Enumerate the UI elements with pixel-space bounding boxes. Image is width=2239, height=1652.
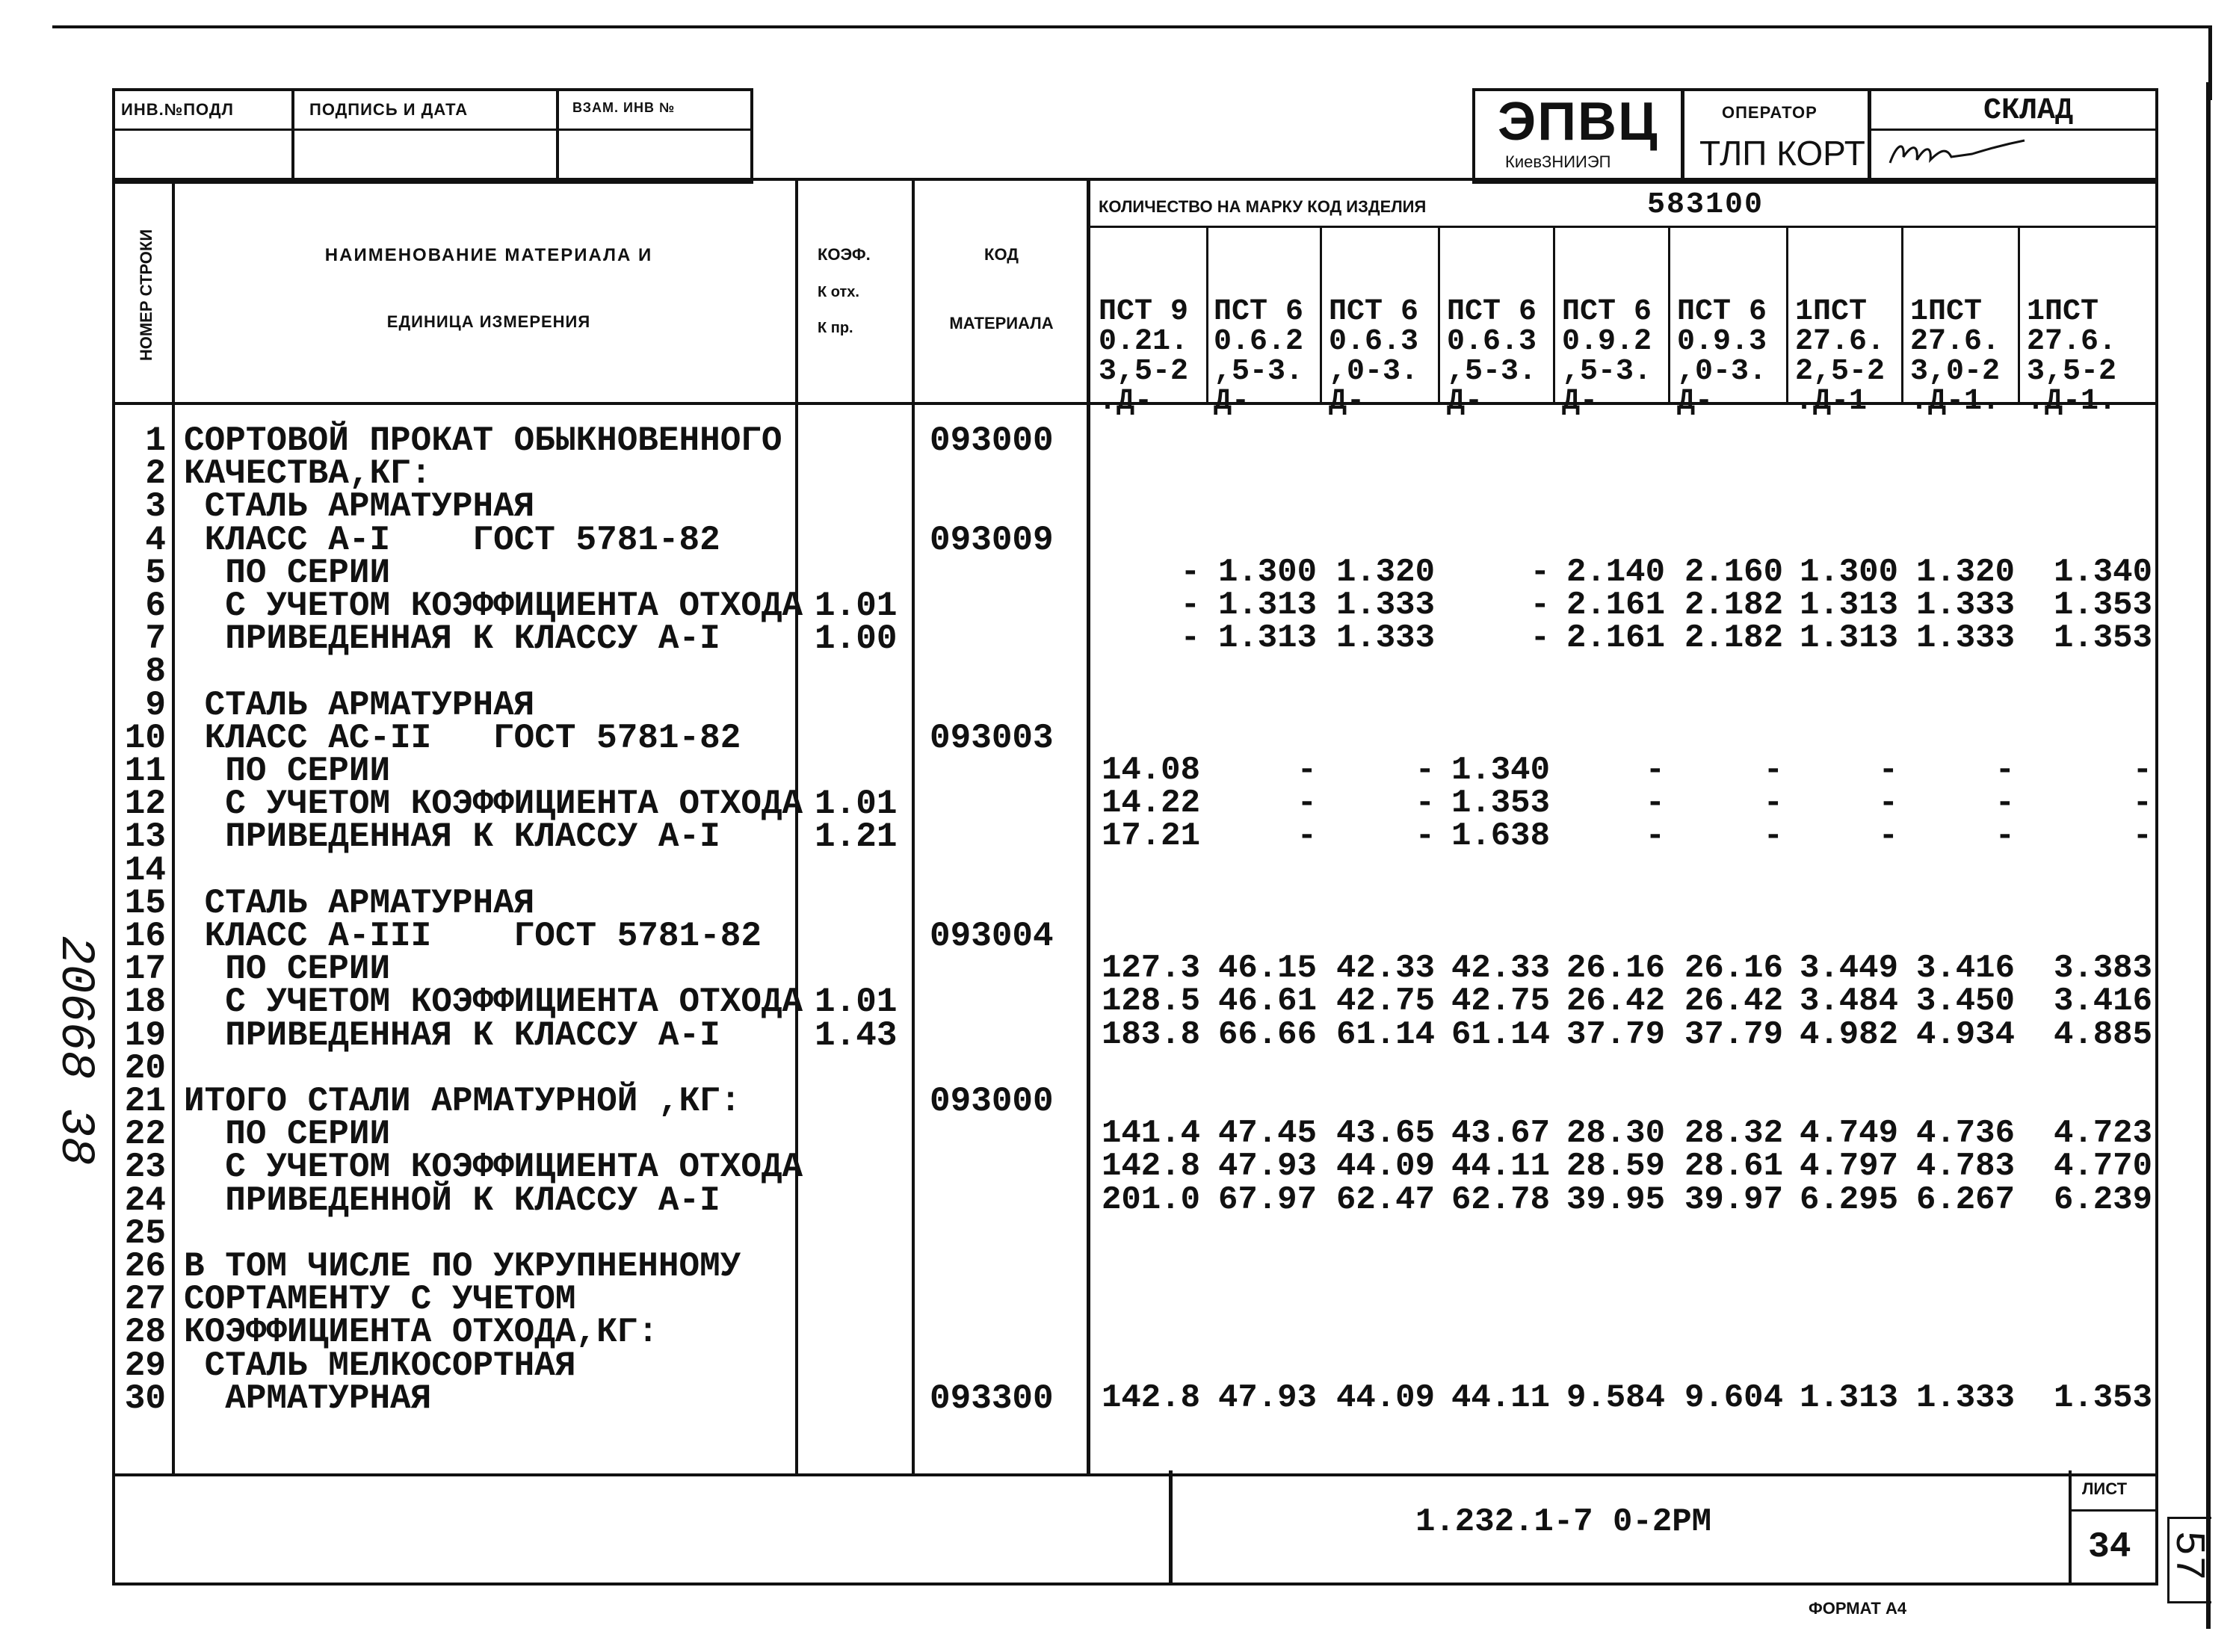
row-number: 1 bbox=[145, 421, 166, 460]
value-cell: 44.09 bbox=[1335, 1379, 1435, 1417]
value-cell: 1.353 bbox=[2053, 587, 2152, 624]
row-number: 6 bbox=[145, 587, 166, 625]
value-cell: 4.749 bbox=[1799, 1115, 1898, 1153]
table-row bbox=[115, 553, 2155, 593]
row-number: 24 bbox=[124, 1181, 166, 1220]
row-number: 17 bbox=[124, 950, 166, 989]
value-cell: 37.79 bbox=[1566, 1015, 1665, 1054]
column-header-1: ПСТ 9 0.21. 3,5-2 .Д- bbox=[1099, 295, 1189, 418]
value-cell: 6.239 bbox=[2053, 1181, 2152, 1219]
table-row bbox=[115, 1247, 2155, 1286]
table-row bbox=[115, 1015, 2155, 1055]
material-name: СТАЛЬ АРМАТУРНАЯ bbox=[184, 883, 535, 923]
value-cell: 44.11 bbox=[1451, 1148, 1550, 1186]
value-cell: 46.15 bbox=[1217, 950, 1317, 988]
row-number: 10 bbox=[124, 718, 166, 758]
row-number: 4 bbox=[145, 520, 166, 560]
value-cell: - bbox=[1530, 619, 1550, 658]
row-number: 22 bbox=[124, 1115, 166, 1154]
row-number: 2 bbox=[145, 454, 166, 494]
value-cell: 4.982 bbox=[1799, 1015, 1898, 1054]
material-code: 093300 bbox=[930, 1379, 1054, 1418]
row-number: 21 bbox=[124, 1082, 166, 1121]
sign-label: ПОДПИСЬ И ДАТА bbox=[309, 100, 469, 119]
value-cell: 26.16 bbox=[1566, 950, 1665, 988]
value-cell: 1.353 bbox=[1451, 785, 1550, 823]
row-number: 29 bbox=[124, 1346, 166, 1385]
value-cell: 26.16 bbox=[1684, 950, 1783, 988]
value-cell: 47.93 bbox=[1217, 1148, 1317, 1186]
value-cell: - bbox=[2132, 752, 2152, 789]
material-name-label-1: НАИМЕНОВАНИЕ МАТЕРИАЛА И bbox=[324, 245, 653, 265]
value-cell: - bbox=[1297, 817, 1317, 856]
value-cell: - bbox=[1180, 553, 1200, 591]
row-number: 13 bbox=[124, 817, 166, 857]
value-cell: 1.333 bbox=[1335, 587, 1435, 624]
value-cell: - bbox=[1995, 785, 2015, 823]
table-row bbox=[115, 1346, 2155, 1385]
corner-page-number: 57 bbox=[2164, 1530, 2212, 1581]
value-cell: 3.450 bbox=[1915, 983, 2015, 1021]
value-cell: 2.182 bbox=[1684, 619, 1783, 658]
material-name: В ТОМ ЧИСЛЕ ПО УКРУПНЕННОМУ bbox=[184, 1247, 741, 1286]
column-header-7: 1ПСТ 27.6. 2,5-2 .Д-1 bbox=[1795, 295, 1886, 418]
table-row bbox=[115, 1379, 2155, 1418]
value-cell: 4.783 bbox=[1915, 1148, 2015, 1186]
value-cell: 1.320 bbox=[1335, 553, 1435, 591]
material-name-label-2: ЕДИНИЦА ИЗМЕРЕНИЯ bbox=[386, 312, 591, 331]
material-name: КЛАСС А-III ГОСТ 5781-82 bbox=[184, 917, 762, 956]
row-number: 8 bbox=[145, 652, 166, 692]
value-cell: 44.09 bbox=[1335, 1148, 1435, 1186]
product-code: 583100 bbox=[1647, 188, 1764, 222]
value-cell: - bbox=[1180, 587, 1200, 624]
material-name: ПО СЕРИИ bbox=[184, 752, 391, 791]
material-code: 093000 bbox=[930, 1082, 1054, 1121]
value-cell: 9.604 bbox=[1684, 1379, 1783, 1417]
value-cell: 142.8 bbox=[1101, 1379, 1200, 1417]
coef-label-3: К пр. bbox=[818, 320, 853, 336]
sheet-label: ЛИСТ bbox=[2082, 1479, 2128, 1498]
table-row bbox=[115, 950, 2155, 989]
table-row bbox=[115, 587, 2155, 625]
value-cell: 141.4 bbox=[1101, 1115, 1200, 1153]
material-name: ПРИВЕДЕННОЙ К КЛАССУ А-I bbox=[184, 1181, 720, 1220]
value-cell: 67.97 bbox=[1217, 1181, 1317, 1219]
value-cell: - bbox=[1415, 752, 1435, 789]
value-cell: 47.45 bbox=[1217, 1115, 1317, 1153]
value-cell: - bbox=[1415, 785, 1435, 823]
material-name: ПО СЕРИИ bbox=[184, 553, 391, 593]
coefficient: 1.21 bbox=[815, 817, 898, 857]
value-cell: - bbox=[1878, 817, 1898, 856]
row-number: 30 bbox=[124, 1379, 166, 1418]
value-cell: 3.416 bbox=[1915, 950, 2015, 988]
sklad-label: СКЛАД bbox=[1983, 94, 2074, 128]
footer-block bbox=[112, 1470, 2158, 1586]
document-code: 1.232.1-7 0-2РМ bbox=[1415, 1503, 1712, 1541]
value-cell: 6.295 bbox=[1799, 1181, 1898, 1219]
row-number: 26 bbox=[124, 1247, 166, 1286]
table-row bbox=[115, 421, 2155, 460]
format-label: ФОРМАТ А4 bbox=[1809, 1599, 1907, 1618]
value-cell: 4.885 bbox=[2053, 1015, 2152, 1054]
value-cell: 42.33 bbox=[1451, 950, 1550, 988]
value-cell: 3.416 bbox=[2053, 983, 2152, 1021]
row-number: 3 bbox=[145, 487, 166, 527]
value-cell: 183.8 bbox=[1101, 1015, 1200, 1054]
value-cell: 39.97 bbox=[1684, 1181, 1783, 1219]
row-number: 23 bbox=[124, 1148, 166, 1187]
value-cell: 2.161 bbox=[1566, 587, 1665, 624]
value-cell: - bbox=[1415, 817, 1435, 856]
row-number: 15 bbox=[124, 883, 166, 923]
material-code: 093000 bbox=[930, 421, 1054, 460]
column-header-2: ПСТ 6 0.6.2 ,5-3. Д- bbox=[1214, 295, 1304, 418]
coefficient: 1.00 bbox=[815, 619, 898, 659]
value-cell: 6.267 bbox=[1915, 1181, 2015, 1219]
table-row bbox=[115, 983, 2155, 1022]
material-name: С УЧЕТОМ КОЭФФИЦИЕНТА ОТХОДА bbox=[184, 785, 803, 824]
code-label-1: КОД bbox=[984, 245, 1019, 264]
row-number: 14 bbox=[124, 850, 166, 890]
material-name: ПО СЕРИИ bbox=[184, 1115, 391, 1154]
sklad-signature bbox=[1883, 134, 2032, 172]
value-cell: 2.140 bbox=[1566, 553, 1665, 591]
column-header-3: ПСТ 6 0.6.3 ,0-3. Д- bbox=[1329, 295, 1419, 418]
value-cell: 61.14 bbox=[1451, 1015, 1550, 1054]
value-cell: 28.61 bbox=[1684, 1148, 1783, 1186]
value-cell: - bbox=[1645, 817, 1665, 856]
top-rule bbox=[52, 25, 2212, 28]
value-cell: 127.3 bbox=[1101, 950, 1200, 988]
material-name: ПРИВЕДЕННАЯ К КЛАССУ А-I bbox=[184, 619, 720, 659]
value-cell: - bbox=[1878, 785, 1898, 823]
value-cell: 142.8 bbox=[1101, 1148, 1200, 1186]
coefficient: 1.43 bbox=[815, 1015, 898, 1055]
material-name: КОЭФФИЦИЕНТА ОТХОДА,КГ: bbox=[184, 1313, 658, 1352]
table-row bbox=[115, 487, 2155, 527]
material-name: С УЧЕТОМ КОЭФФИЦИЕНТА ОТХОДА bbox=[184, 1148, 803, 1187]
row-number: 16 bbox=[124, 917, 166, 956]
value-cell: - bbox=[1297, 752, 1317, 789]
value-cell: 46.61 bbox=[1217, 983, 1317, 1021]
table-row bbox=[115, 850, 2155, 890]
column-header-8: 1ПСТ 27.6. 3,0-2 .Д-1. bbox=[1910, 295, 2001, 418]
value-cell: 4.797 bbox=[1799, 1148, 1898, 1186]
qty-label: КОЛИЧЕСТВО НА МАРКУ КОД ИЗДЕЛИЯ bbox=[1099, 197, 1427, 216]
vzam-label: ВЗАМ. ИНВ № bbox=[572, 100, 676, 115]
value-cell: 2.182 bbox=[1684, 587, 1783, 624]
value-cell: - bbox=[1995, 752, 2015, 789]
value-cell: - bbox=[2132, 817, 2152, 856]
material-code: 093004 bbox=[930, 917, 1054, 956]
operator-label: ОПЕРАТОР bbox=[1722, 103, 1818, 122]
row-number: 18 bbox=[124, 983, 166, 1022]
table-row bbox=[115, 1280, 2155, 1320]
material-name: АРМАТУРНАЯ bbox=[184, 1379, 432, 1418]
value-cell: 62.47 bbox=[1335, 1181, 1435, 1219]
material-name: С УЧЕТОМ КОЭФФИЦИЕНТА ОТХОДА bbox=[184, 587, 803, 625]
stamp-top-right bbox=[1472, 88, 2158, 184]
value-cell: 17.21 bbox=[1101, 817, 1200, 856]
row-number: 19 bbox=[124, 1015, 166, 1055]
value-cell: 42.33 bbox=[1335, 950, 1435, 988]
value-cell: 28.32 bbox=[1684, 1115, 1783, 1153]
material-name: ПРИВЕДЕННАЯ К КЛАССУ А-I bbox=[184, 817, 720, 857]
row-number: 5 bbox=[145, 553, 166, 593]
value-cell: 3.449 bbox=[1799, 950, 1898, 988]
material-name: СОРТОВОЙ ПРОКАТ ОБЫКНОВЕННОГО bbox=[184, 421, 782, 460]
coefficient: 1.01 bbox=[815, 983, 898, 1022]
value-cell: 1.300 bbox=[1799, 553, 1898, 591]
material-name: СОРТАМЕНТУ С УЧЕТОМ bbox=[184, 1280, 576, 1320]
table-row bbox=[115, 817, 2155, 857]
org-sub: КиевЗНИИЭП bbox=[1505, 152, 1611, 171]
coefficient: 1.01 bbox=[815, 587, 898, 625]
operator-value: ТЛП КОРТ bbox=[1699, 134, 1865, 173]
value-cell: 128.5 bbox=[1101, 983, 1200, 1021]
material-name: КЛАСС А-I ГОСТ 5781-82 bbox=[184, 520, 720, 560]
table-row bbox=[115, 883, 2155, 923]
value-cell: 62.78 bbox=[1451, 1181, 1550, 1219]
table-row bbox=[115, 752, 2155, 791]
value-cell: 3.484 bbox=[1799, 983, 1898, 1021]
row-number: 12 bbox=[124, 785, 166, 824]
value-cell: 1.333 bbox=[1915, 619, 2015, 658]
value-cell: 1.313 bbox=[1799, 619, 1898, 658]
value-cell: 9.584 bbox=[1566, 1379, 1665, 1417]
material-name: КАЧЕСТВА,КГ: bbox=[184, 454, 432, 494]
value-cell: - bbox=[2132, 785, 2152, 823]
value-cell: 1.638 bbox=[1451, 817, 1550, 856]
value-cell: 43.65 bbox=[1335, 1115, 1435, 1153]
material-name: СТАЛЬ АРМАТУРНАЯ bbox=[184, 487, 535, 527]
material-code: 093003 bbox=[930, 718, 1054, 758]
value-cell: 14.22 bbox=[1101, 785, 1200, 823]
coef-label-1: КОЭФ. bbox=[818, 245, 871, 264]
material-name: ПРИВЕДЕННАЯ К КЛАССУ А-I bbox=[184, 1015, 720, 1055]
table-row bbox=[115, 1313, 2155, 1352]
value-cell: 43.67 bbox=[1451, 1115, 1550, 1153]
table-row bbox=[115, 1082, 2155, 1121]
table-row bbox=[115, 619, 2155, 659]
table-body bbox=[115, 181, 2155, 1473]
column-header-4: ПСТ 6 0.6.3 ,5-3. Д- bbox=[1447, 295, 1537, 418]
value-cell: - bbox=[1645, 785, 1665, 823]
value-cell: - bbox=[1763, 817, 1783, 856]
value-cell: 66.66 bbox=[1217, 1015, 1317, 1054]
value-cell: - bbox=[1995, 817, 2015, 856]
value-cell: 1.313 bbox=[1799, 587, 1898, 624]
material-name: СТАЛЬ МЕЛКОСОРТНАЯ bbox=[184, 1346, 576, 1385]
value-cell: 42.75 bbox=[1451, 983, 1550, 1021]
column-header-5: ПСТ 6 0.9.2 ,5-3. Д- bbox=[1562, 295, 1652, 418]
value-cell: 201.0 bbox=[1101, 1181, 1200, 1219]
value-cell: - bbox=[1763, 752, 1783, 789]
stamp-top-left bbox=[112, 88, 753, 184]
table-row bbox=[115, 652, 2155, 692]
row-number: 7 bbox=[145, 619, 166, 659]
material-name: ПО СЕРИИ bbox=[184, 950, 391, 989]
value-cell: 44.11 bbox=[1451, 1379, 1550, 1417]
value-cell: 2.160 bbox=[1684, 553, 1783, 591]
value-cell: - bbox=[1297, 785, 1317, 823]
value-cell: 1.313 bbox=[1217, 587, 1317, 624]
value-cell: 1.353 bbox=[2053, 619, 2152, 658]
table-row bbox=[115, 917, 2155, 956]
code-label-2: МАТЕРИАЛА bbox=[949, 314, 1054, 332]
inv-label: ИНВ.№ПОДЛ bbox=[121, 100, 234, 119]
table-row bbox=[115, 520, 2155, 560]
value-cell: - bbox=[1763, 785, 1783, 823]
value-cell: 47.93 bbox=[1217, 1379, 1317, 1417]
value-cell: 26.42 bbox=[1566, 983, 1665, 1021]
value-cell: 4.770 bbox=[2053, 1148, 2152, 1186]
row-number: 11 bbox=[124, 752, 166, 791]
row-number-label: НОМЕР СТРОКИ bbox=[137, 229, 155, 362]
row-number: 25 bbox=[124, 1213, 166, 1253]
value-cell: - bbox=[1530, 587, 1550, 624]
value-cell: 4.723 bbox=[2053, 1115, 2152, 1153]
value-cell: 1.340 bbox=[2053, 553, 2152, 591]
table-row bbox=[115, 1148, 2155, 1187]
sheet-number: 34 bbox=[2088, 1527, 2131, 1568]
value-cell: 1.313 bbox=[1799, 1379, 1898, 1417]
table-row bbox=[115, 454, 2155, 494]
row-number: 28 bbox=[124, 1313, 166, 1352]
value-cell: 1.300 bbox=[1217, 553, 1317, 591]
value-cell: 1.333 bbox=[1915, 587, 2015, 624]
value-cell: 28.59 bbox=[1566, 1148, 1665, 1186]
value-cell: 1.320 bbox=[1915, 553, 2015, 591]
column-header-6: ПСТ 6 0.9.3 ,0-3. Д- bbox=[1677, 295, 1767, 418]
value-cell: 39.95 bbox=[1566, 1181, 1665, 1219]
value-cell: - bbox=[1645, 752, 1665, 789]
value-cell: 28.30 bbox=[1566, 1115, 1665, 1153]
material-name: С УЧЕТОМ КОЭФФИЦИЕНТА ОТХОДА bbox=[184, 983, 803, 1022]
table-row bbox=[115, 718, 2155, 758]
material-name: ИТОГО СТАЛИ АРМАТУРНОЙ ,КГ: bbox=[184, 1082, 741, 1121]
value-cell: 1.333 bbox=[1915, 1379, 2015, 1417]
coefficient: 1.01 bbox=[815, 785, 898, 824]
value-cell: 1.353 bbox=[2053, 1379, 2152, 1417]
column-header-9: 1ПСТ 27.6. 3,5-2 .Д-1. bbox=[2027, 295, 2117, 418]
table-row bbox=[115, 785, 2155, 824]
coef-label-2: К отх. bbox=[818, 284, 859, 300]
material-name: СТАЛЬ АРМАТУРНАЯ bbox=[184, 685, 535, 725]
value-cell: 26.42 bbox=[1684, 983, 1783, 1021]
table-row bbox=[115, 1048, 2155, 1088]
material-code: 093009 bbox=[930, 520, 1054, 560]
value-cell: 1.333 bbox=[1335, 619, 1435, 658]
value-cell: - bbox=[1878, 752, 1898, 789]
value-cell: 14.08 bbox=[1101, 752, 1200, 789]
value-cell: 4.736 bbox=[1915, 1115, 2015, 1153]
table-row bbox=[115, 1213, 2155, 1253]
value-cell: 1.340 bbox=[1451, 752, 1550, 789]
value-cell: 4.934 bbox=[1915, 1015, 2015, 1054]
value-cell: - bbox=[1180, 619, 1200, 658]
value-cell: 42.75 bbox=[1335, 983, 1435, 1021]
material-name: КЛАСС АС-II ГОСТ 5781-82 bbox=[184, 718, 741, 758]
table-row bbox=[115, 1181, 2155, 1220]
main-table bbox=[112, 178, 2158, 1476]
value-cell: - bbox=[1530, 553, 1550, 591]
value-cell: 2.161 bbox=[1566, 619, 1665, 658]
right-border-outer bbox=[2206, 82, 2211, 1629]
org-name: ЭПВЦ bbox=[1498, 92, 1659, 152]
value-cell: 3.383 bbox=[2053, 950, 2152, 988]
value-cell: 1.313 bbox=[1217, 619, 1317, 658]
table-row bbox=[115, 1115, 2155, 1154]
table-row bbox=[115, 685, 2155, 725]
row-number: 27 bbox=[124, 1280, 166, 1320]
value-cell: 37.79 bbox=[1684, 1015, 1783, 1054]
side-inventory-number: 20668 38 bbox=[48, 935, 102, 1166]
value-cell: 61.14 bbox=[1335, 1015, 1435, 1054]
row-number: 20 bbox=[124, 1048, 166, 1088]
row-number: 9 bbox=[145, 685, 166, 725]
